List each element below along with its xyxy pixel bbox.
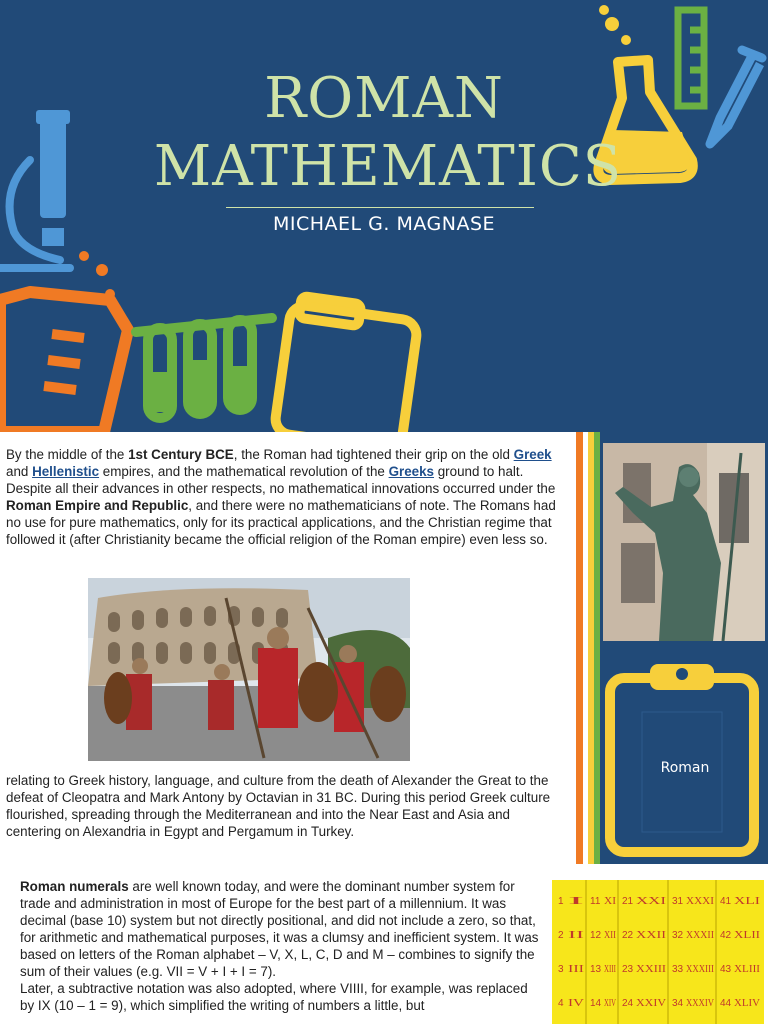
table-numeral: II <box>568 930 584 941</box>
table-number: 42 <box>720 930 732 941</box>
clipboard-icon <box>274 296 419 432</box>
roman-numerals-table <box>552 880 764 1024</box>
table-number: 43 <box>720 964 732 975</box>
author-name: MICHAEL G. MAGNASE <box>272 213 496 235</box>
table-numeral: XIV <box>604 998 617 1009</box>
table-numeral: III <box>568 964 584 975</box>
keyword-link[interactable]: Hellenistic <box>32 464 100 479</box>
table-numeral: XXIV <box>636 998 667 1009</box>
text-segment: ground to halt. Despite all their advances in other respects, no mathematical innovations occurred under the <box>6 464 556 496</box>
table-number: 11 <box>590 896 601 907</box>
table-number: 24 <box>622 998 634 1009</box>
title-divider <box>226 207 534 208</box>
text-segment: empires, and the mathematical revolution of the <box>99 464 389 479</box>
table-number: 33 <box>672 964 684 975</box>
table-numeral: XI <box>604 896 616 907</box>
table-numeral: XII <box>604 930 616 941</box>
table-numeral: XIII <box>604 964 616 975</box>
text-segment: are well known today, and were the dominant number system for trade and administration in most of Europe for the best part of a millennium. It was decimal (base 10) system but not directly positional, and did not include a zero, so that, for arithmetic and mathematical purposes, it was a clumsy and inefficient system. It was based on letters of the Roman alphabet – V, X, L, C, D and M – combines to signify the sum of their values (e.g. VII = V + I + I = 7). Later, a subtractive notation was also adopted, where VIIII, for example, was replaced by IX (10 – 1 = 9), which simplified the writing of numbers a little, but <box>20 879 539 1013</box>
table-number: 12 <box>590 930 602 941</box>
title-banner <box>0 0 768 432</box>
table-number: 34 <box>672 998 684 1009</box>
hellenistic-definition: relating to Greek history, language, and culture from the death of Alexander the Great to the defeat of Cleopatra and Mark Antony by Octavian in 31 BC. During this period Greek culture flourished, spreading through the Mediterranean and into the Near East and Asia and centering on Alexandria in Egypt and Pergamum in Turkey. <box>6 773 551 839</box>
table-numeral: I <box>568 896 584 907</box>
numerals-paragraph <box>20 878 540 1014</box>
table-number: 14 <box>590 998 602 1009</box>
beaker-icon <box>0 251 128 432</box>
clipboard-label: Roman <box>660 760 710 776</box>
text-segment: and <box>6 464 33 479</box>
bold-term: Roman numerals <box>20 879 129 894</box>
table-numeral: XXII <box>636 930 666 941</box>
keyword-link[interactable]: Greeks <box>388 464 435 479</box>
table-numeral: XXXIII <box>686 964 714 975</box>
table-number: 41 <box>720 896 732 907</box>
table-number: 23 <box>622 964 634 975</box>
table-numeral: XXXIV <box>686 998 715 1009</box>
bold-term: 1st Century BCE <box>128 447 234 462</box>
title-line-1: ROMAN <box>264 66 504 131</box>
table-number: 44 <box>720 998 732 1009</box>
table-number: 22 <box>622 930 634 941</box>
table-numeral: XLIII <box>734 964 760 975</box>
table-number: 21 <box>622 896 634 907</box>
bold-term: Roman Empire and Republic <box>6 498 189 513</box>
table-number: 1 <box>558 896 564 907</box>
color-stripes <box>570 432 600 864</box>
text-segment: , the Roman had tightened their grip on the old <box>233 447 514 462</box>
colosseum-photo <box>88 578 410 761</box>
table-number: 4 <box>558 998 564 1009</box>
table-numeral: XLIV <box>734 998 761 1009</box>
title-line-2: MATHEMATICS <box>153 134 623 199</box>
intro-paragraph <box>6 446 568 548</box>
table-number: 3 <box>558 964 564 975</box>
table-numeral: XXI <box>636 896 666 907</box>
table-number: 32 <box>672 930 684 941</box>
table-number: 2 <box>558 930 564 941</box>
table-numeral: XLII <box>734 930 760 941</box>
keyword-link[interactable]: Greek <box>513 447 552 462</box>
table-numeral: XXXII <box>686 930 714 941</box>
test-tubes-icon <box>136 318 272 418</box>
table-number: 13 <box>590 964 602 975</box>
augustus-statue-photo <box>603 443 765 641</box>
text-segment: , and there were no mathematicians of note. The Romans had no use for pure mathematics, only for its practical applications, and the Christian regime that followed it (after Christianity became the official religion of the Roman empire) even less so. <box>6 498 556 547</box>
table-numeral: XXIII <box>636 964 666 975</box>
text-segment: By the middle of the <box>6 447 129 462</box>
table-number: 31 <box>672 896 684 907</box>
table-numeral: XXXI <box>686 896 714 907</box>
table-numeral: XLI <box>734 896 760 907</box>
table-numeral: IV <box>568 998 586 1009</box>
